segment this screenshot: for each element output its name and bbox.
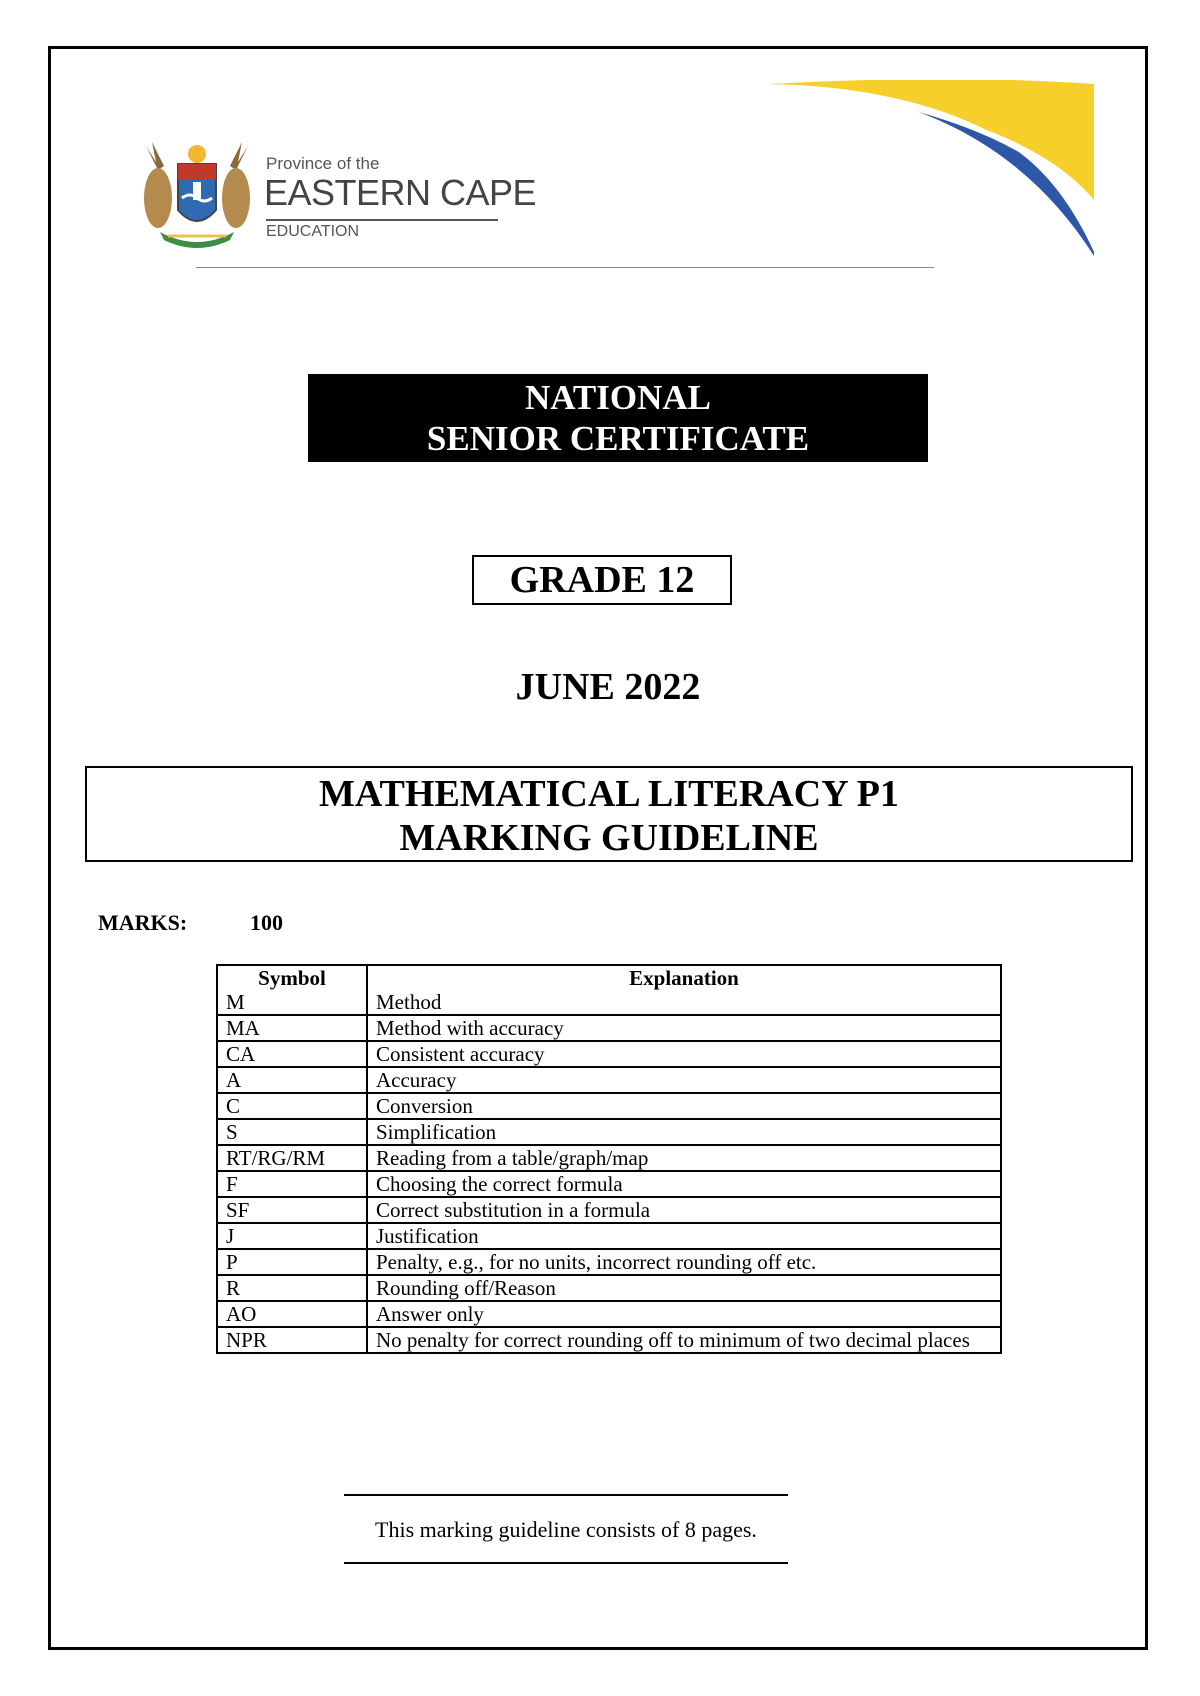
symbol-cell: P: [217, 1249, 367, 1275]
explanation-cell: Penalty, e.g., for no units, incorrect rounding off etc.: [367, 1249, 1001, 1275]
logo-province-text: Province of the: [266, 154, 380, 173]
explanation-cell: No penalty for correct rounding off to minimum of two decimal places: [367, 1327, 1001, 1353]
column-header-symbol: Symbol: [217, 965, 367, 990]
symbol-cell: M: [217, 990, 367, 1015]
table-row: [217, 1145, 1001, 1171]
table-row: [217, 1327, 1001, 1353]
table-row: [217, 1067, 1001, 1093]
symbol-cell: R: [217, 1275, 367, 1301]
explanation-cell: Method: [367, 990, 1001, 1015]
subject-title: MATHEMATICAL LITERACY P1: [319, 773, 899, 815]
logo-province-name: EASTERN CAPE: [264, 172, 537, 213]
table-header-row: [217, 965, 1001, 990]
table-row: [217, 1171, 1001, 1197]
marks-value: 100: [250, 910, 283, 935]
symbol-cell: RT/RG/RM: [217, 1145, 367, 1171]
explanation-cell: Simplification: [367, 1119, 1001, 1145]
column-header-explanation: Explanation: [367, 965, 1001, 990]
header-swoosh-graphic: [770, 80, 1100, 260]
table-row: [217, 1119, 1001, 1145]
certificate-title-line2: SENIOR CERTIFICATE: [426, 419, 810, 458]
table-row: [217, 1041, 1001, 1067]
exam-date: JUNE 2022: [515, 666, 701, 708]
explanation-cell: Rounding off/Reason: [367, 1275, 1001, 1301]
explanation-cell: Answer only: [367, 1301, 1001, 1327]
explanation-cell: Correct substitution in a formula: [367, 1197, 1001, 1223]
explanation-cell: Justification: [367, 1223, 1001, 1249]
subject-title-box: [85, 766, 1133, 862]
table-row: [217, 1275, 1001, 1301]
explanation-cell: Reading from a table/graph/map: [367, 1145, 1001, 1171]
explanation-cell: Method with accuracy: [367, 1015, 1001, 1041]
header-divider: [196, 267, 934, 268]
explanation-cell: Conversion: [367, 1093, 1001, 1119]
explanation-cell: Choosing the correct formula: [367, 1171, 1001, 1197]
footer-divider-bottom: [344, 1562, 788, 1564]
symbol-legend-table: [216, 964, 1002, 1354]
footer-divider-top: [344, 1494, 788, 1496]
document-type: MARKING GUIDELINE: [399, 817, 819, 859]
table-row: [217, 1249, 1001, 1275]
logo-department-text: EDUCATION: [266, 223, 360, 240]
table-row: [217, 1197, 1001, 1223]
table-row: [217, 1015, 1001, 1041]
table-row: [217, 1223, 1001, 1249]
symbol-cell: J: [217, 1223, 367, 1249]
explanation-cell: Accuracy: [367, 1067, 1001, 1093]
logo-underline: [266, 219, 498, 221]
certificate-title-banner: [308, 374, 928, 462]
symbol-cell: NPR: [217, 1327, 367, 1353]
table-row: [217, 1093, 1001, 1119]
symbol-cell: C: [217, 1093, 367, 1119]
grade-label: GRADE 12: [472, 555, 732, 605]
table-row: [217, 990, 1001, 1015]
marks-label: MARKS:: [98, 910, 188, 935]
eastern-cape-education-logo: [138, 140, 537, 252]
symbol-cell: SF: [217, 1197, 367, 1223]
page-count-note: This marking guideline consists of 8 pages.: [375, 1517, 757, 1542]
symbol-cell: AO: [217, 1301, 367, 1327]
coat-of-arms-icon: [138, 140, 256, 252]
symbol-cell: CA: [217, 1041, 367, 1067]
symbol-cell: F: [217, 1171, 367, 1197]
explanation-cell: Consistent accuracy: [367, 1041, 1001, 1067]
symbol-cell: MA: [217, 1015, 367, 1041]
certificate-title-line1: NATIONAL: [524, 378, 712, 417]
table-row: [217, 1301, 1001, 1327]
symbol-cell: S: [217, 1119, 367, 1145]
symbol-cell: A: [217, 1067, 367, 1093]
